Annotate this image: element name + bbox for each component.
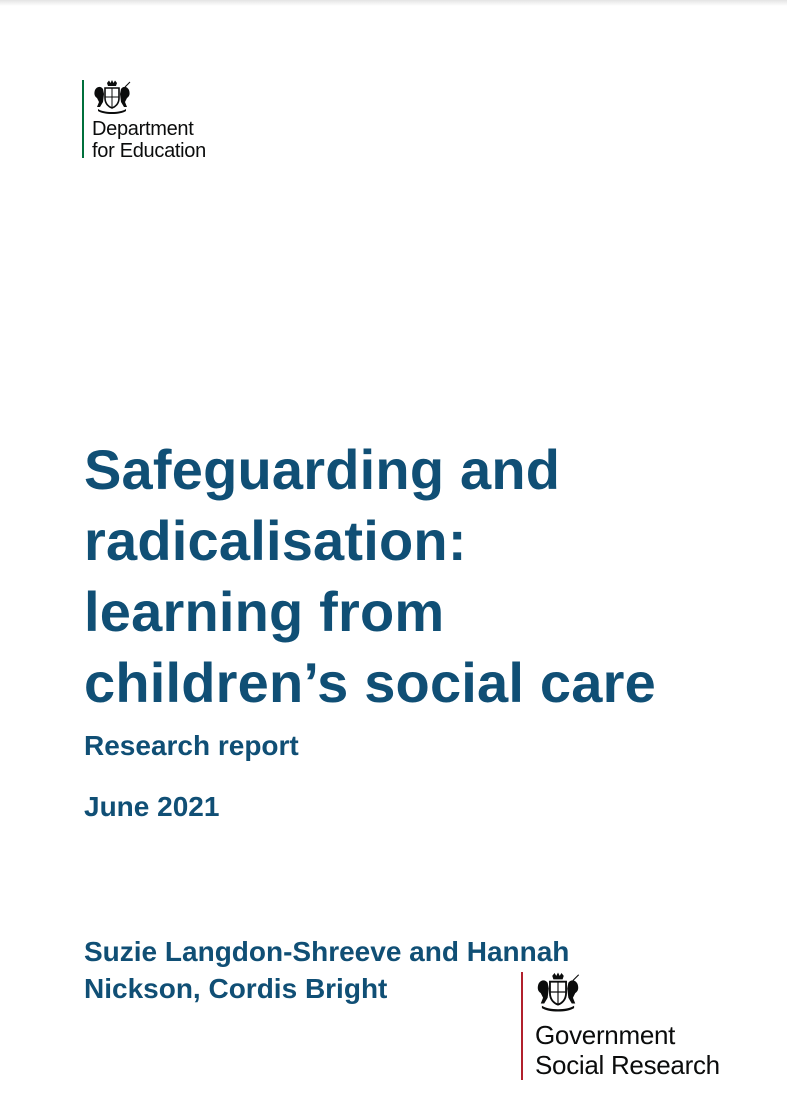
dfe-name (92, 118, 206, 162)
title-line: children’s social care (84, 651, 656, 714)
title-line: Safeguarding and (84, 438, 561, 501)
authors-line2: Nickson, Cordis Bright (84, 973, 388, 1004)
gsr-name-line2: Social Research (535, 1050, 720, 1080)
authors-line1: Suzie Langdon-Shreeve and Hannah (84, 936, 570, 967)
gsr-name (535, 1020, 720, 1080)
dfe-name-line2: for Education (92, 140, 206, 162)
title-line: radicalisation: (84, 509, 467, 572)
page-top-shadow (0, 0, 787, 6)
report-date: June 2021 (84, 791, 220, 822)
dfe-name-line1: Department (92, 118, 194, 140)
report-title (84, 434, 764, 718)
dfe-logo (82, 80, 206, 162)
gsr-logo (521, 972, 720, 1080)
report-type: Research report (84, 730, 299, 761)
title-line: learning from (84, 580, 445, 643)
royal-coat-of-arms-icon (92, 80, 132, 114)
royal-coat-of-arms-icon (535, 972, 581, 1012)
gsr-name-line1: Government (535, 1020, 676, 1050)
